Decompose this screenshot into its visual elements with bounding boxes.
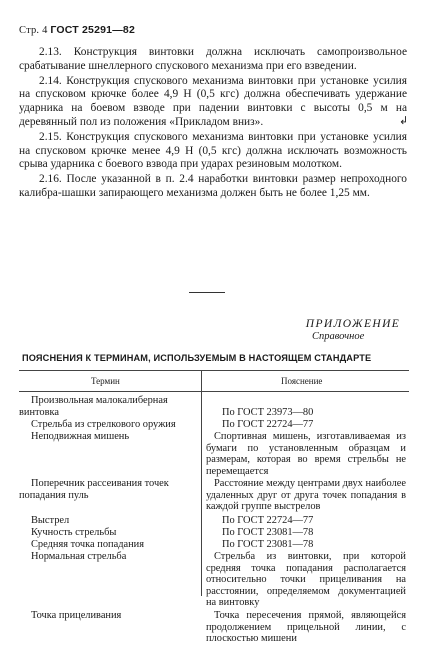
margin-arrow-icon: ↲ xyxy=(399,114,409,127)
appendix-title: ПРИЛОЖЕНИЕ xyxy=(305,318,401,330)
term-cell: Кучность стрельбы xyxy=(31,527,117,538)
definition-cell: По ГОСТ 22724—77 xyxy=(222,515,314,526)
term-cell: Точка прицеливания xyxy=(31,610,122,621)
terms-section-title: ПОЯСНЕНИЯ К ТЕРМИНАМ, ИСПОЛЬЗУЕМЫМ В НАСТОЯЩЕМ СТАНДАРТЕ xyxy=(22,353,372,363)
column-header-explanation: Пояснение xyxy=(281,376,323,386)
paragraph-2-16: 2.16. После указанной в п. 2.4 наработки винтовки размер непроходного калибра-шашки запирающего механизма должен быть не более 1,25 мм. xyxy=(19,173,407,199)
definition-cell: По ГОСТ 23081—78 xyxy=(222,527,314,538)
definition-cell: Расстояние между центрами двух наиболее удаленных друг от друга точек попадания в каждой группе выстрелов xyxy=(206,478,406,513)
term-cell: Стрельба из стрелкового оружия xyxy=(31,419,176,430)
terms-table xyxy=(19,370,409,645)
term-cell: Нормальная стрельба xyxy=(31,551,127,562)
paragraph-2-13: 2.13. Конструкция винтовки должна исключать самопроизвольное срабатывание шнеллерного спускового механизма при его взведении. xyxy=(19,46,407,72)
term-cell: Выстрел xyxy=(31,515,70,526)
definition-cell: По ГОСТ 23081—78 xyxy=(222,539,314,550)
definition-cell: Точка пересечения прямой, являющейся продолжением прицельной линии, с плоскостью мишени xyxy=(206,610,406,645)
definition-cell: По ГОСТ 22724—77 xyxy=(222,419,314,430)
paragraph-2-14: 2.14. Конструкция спускового механизма винтовки при установке усилия на спусковом крючке более 4,9 Н (0,5 кгс) должна обеспечивать удержание ударника на боевом взводе при падении винтовки с высоты 0,5 м на деревянный пол из положения «Прикладом вниз». xyxy=(19,74,407,128)
definition-cell: Спортивная мишень, изготавливаемая из бумаги по установленным образцам и размерам, которая во время стрельбы не перемещается xyxy=(206,431,406,477)
section-divider xyxy=(189,292,225,293)
column-header-term: Термин xyxy=(91,376,120,386)
page-header xyxy=(19,24,135,36)
standard-number: ГОСТ 25291—82 xyxy=(50,24,135,36)
definition-cell: Стрельба из винтовки, при которой средняя точка попадания располагается относительно точки прицеливания на расстоянии, определяемом документацией на винтовку xyxy=(206,551,406,609)
definition-cell: По ГОСТ 23973—80 xyxy=(222,407,314,418)
paragraph-2-15: 2.15. Конструкция спускового механизма винтовки при установке усилия на спусковом крючке менее 4,9 Н (0,5 кгс) должна исключать возможность срыва ударника с боевого взвода при ударах резиновым молотком. xyxy=(19,130,407,171)
requirements-text xyxy=(19,46,407,202)
term-cell: Произвольная малокалиберная винтовка xyxy=(19,395,168,418)
appendix-heading xyxy=(300,318,406,342)
term-cell: Поперечник рассеивания точек попадания пуль xyxy=(19,478,169,501)
term-cell: Неподвижная мишень xyxy=(31,431,130,442)
table-header xyxy=(19,370,409,392)
appendix-subtitle: Справочное xyxy=(312,331,365,342)
term-cell: Средняя точка попадания xyxy=(31,539,144,550)
page-number: Стр. 4 xyxy=(19,25,48,36)
